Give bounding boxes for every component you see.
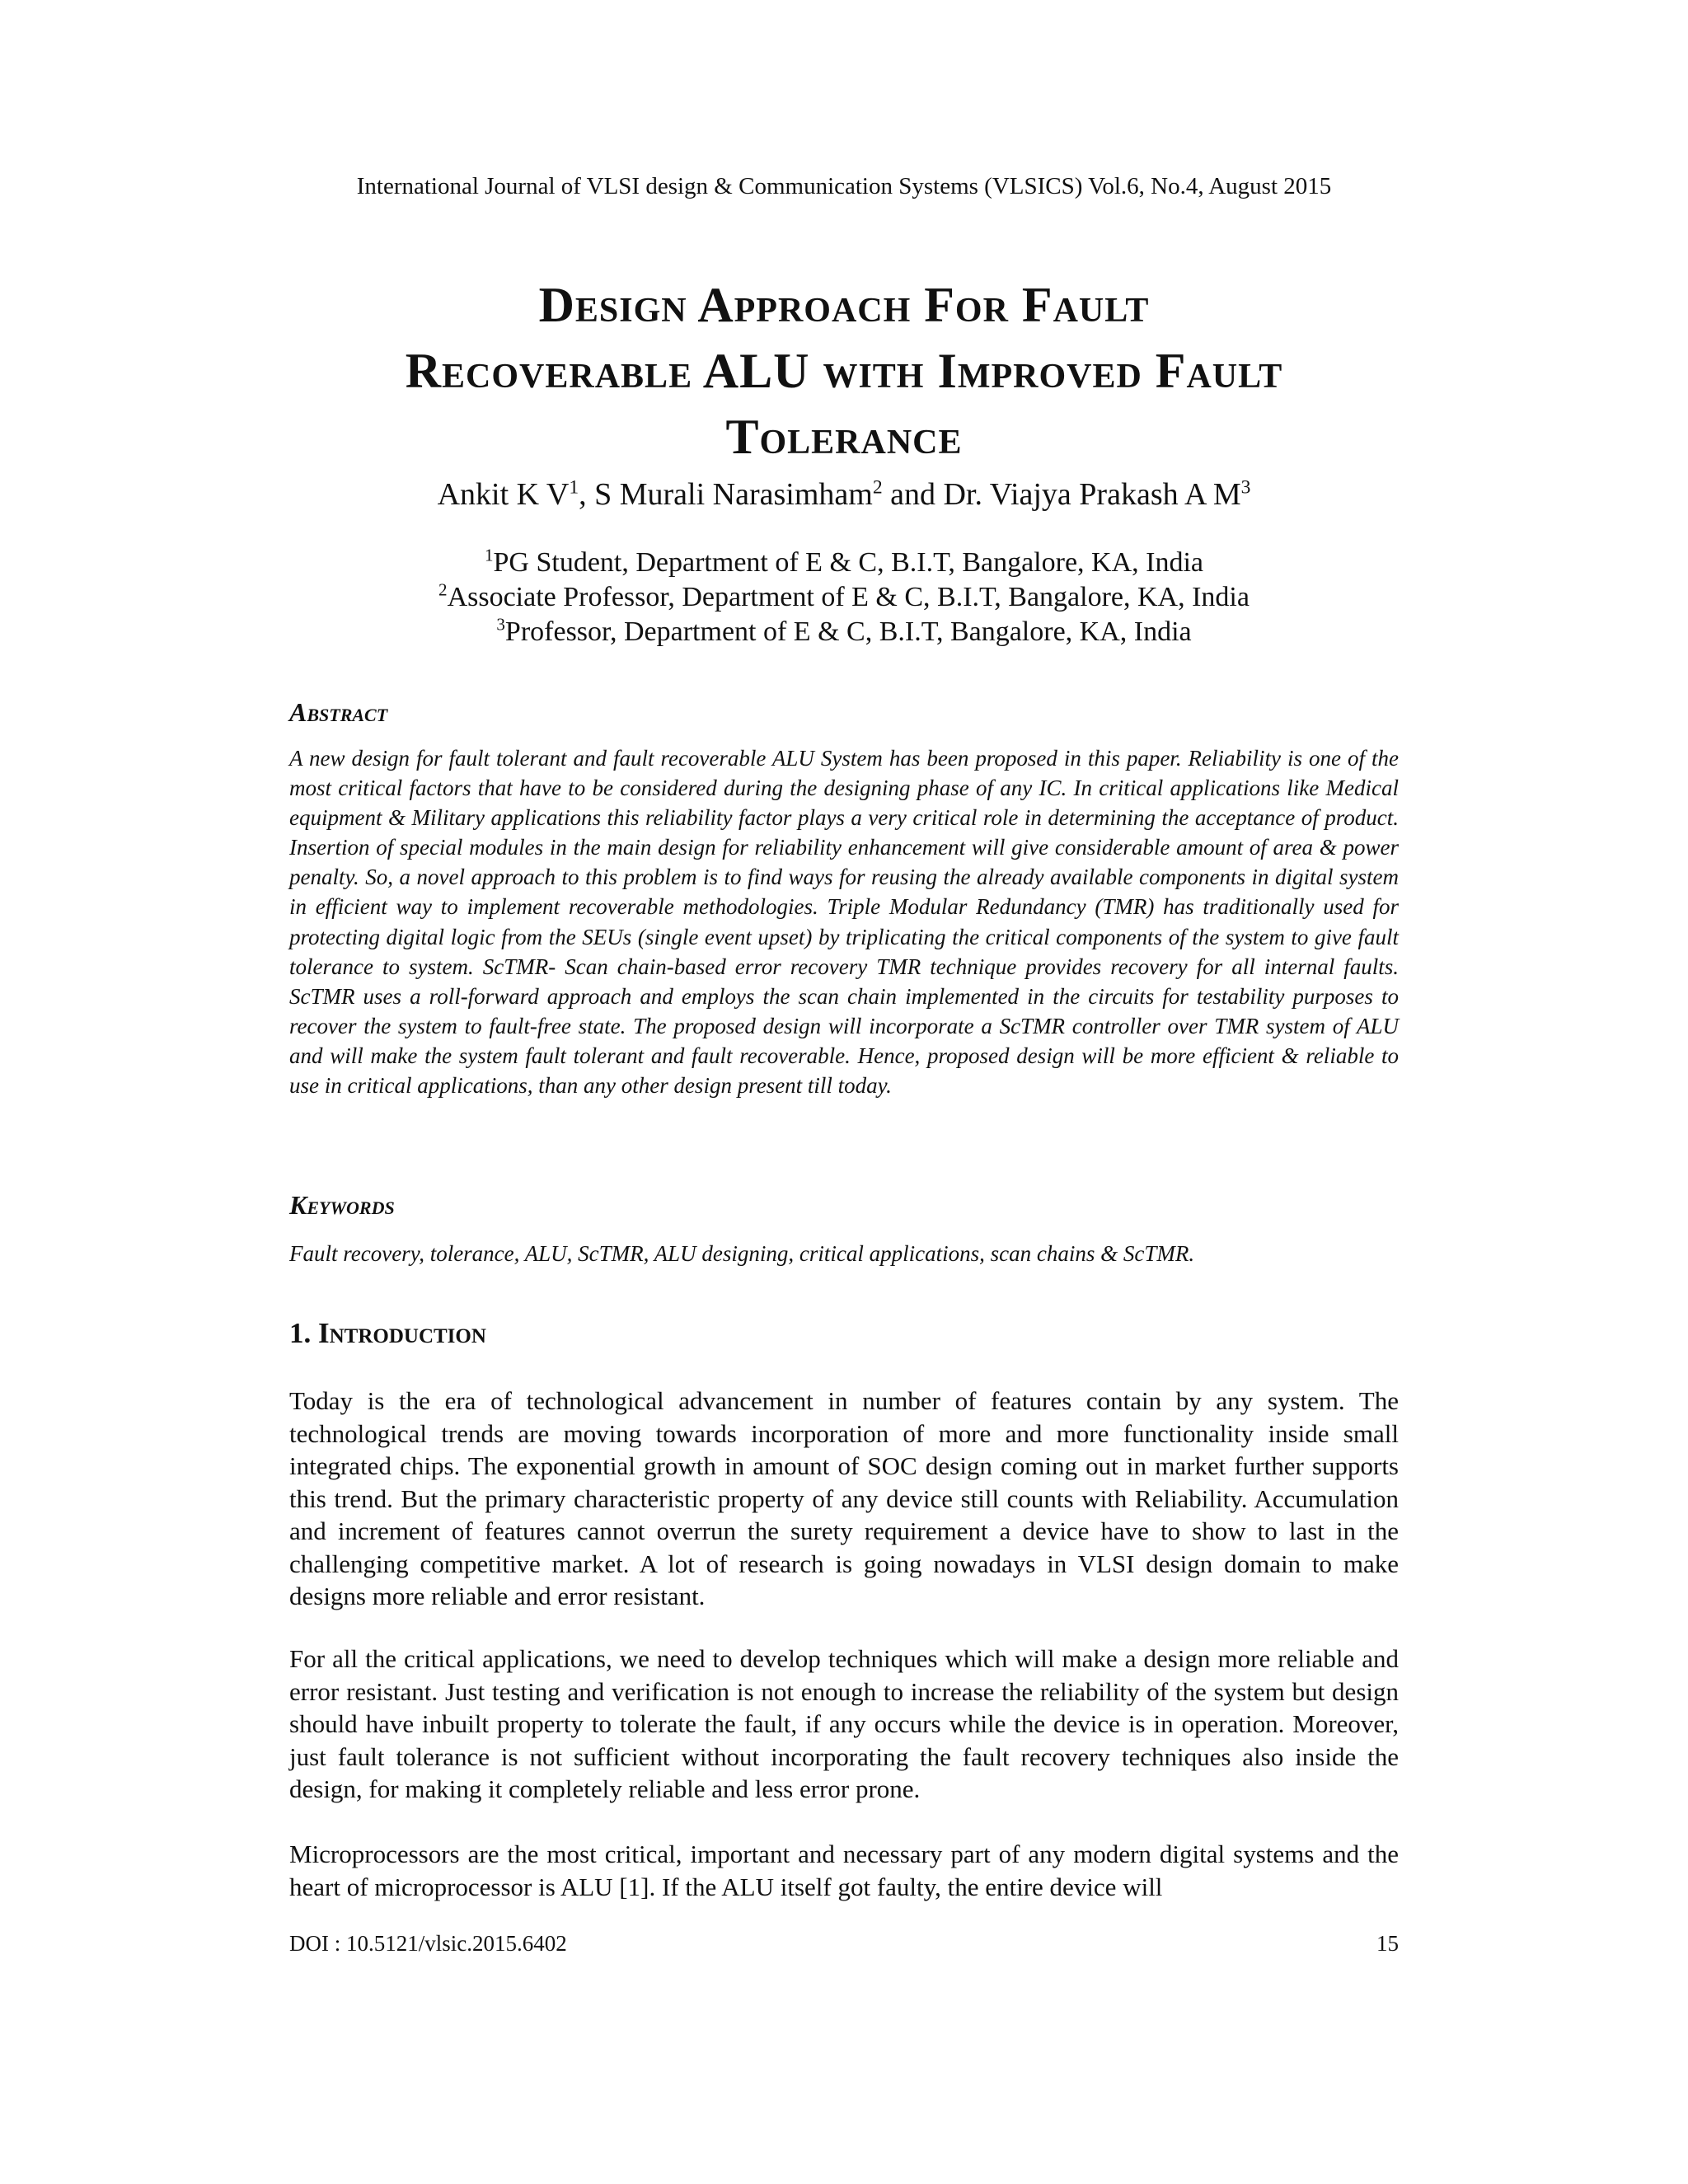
body-paragraph: Microprocessors are the most critical, important and necessary part of any modern digital systems and the heart of microprocessor is ALU [1]. If the ALU itself got faulty, the entire device will (289, 1840, 1399, 1901)
author-affil-mark: 3 (1240, 476, 1251, 499)
keywords-body: Fault recovery, tolerance, ALU, ScTMR, ALU designing, critical applications, scan chains & ScTMR. (289, 1241, 1195, 1266)
title-line: Design Approach For Fault (538, 278, 1150, 332)
abstract-heading: Abstract (289, 697, 388, 727)
page-number: 15 (1376, 1931, 1399, 1956)
body-paragraph: For all the critical applications, we need to develop techniques which will make a design more reliable and error resistant. Just testing and verification is not enough to increase the reliability of the system but design should have inbuilt property to tolerate the fault, if any occurs while the device is in operation. Moreover, just fault tolerance is not sufficient without incorporating the fault recovery techniques also inside the design, for making it completely reliable and less error prone. (289, 1644, 1399, 1803)
title-line: Tolerance (725, 410, 963, 464)
author-affil-mark: 1 (569, 476, 579, 499)
affiliation: $^3$Professor, Department of E & C, B.I.T, Bangalore, KA, India (496, 614, 1192, 647)
paper-title (206, 272, 1482, 470)
author-name: Ankit K V (437, 477, 570, 512)
page-footer (289, 1931, 1399, 1957)
running-head: International Journal of VLSI design & Communication Systems (VLSICS) Vol.6, No.4, August 2015 (356, 173, 1332, 199)
affiliation: $^1$PG Student, Department of E & C, B.I.T, Bangalore, KA, India (484, 545, 1204, 578)
author-affil-mark: 2 (872, 476, 883, 499)
introduction-heading: 1. Introduction (289, 1317, 486, 1349)
doi: DOI : 10.5121/vlsic.2015.6402 (289, 1931, 567, 1956)
affiliation: $^2$Associate Professor, Department of E & C, B.I.T, Bangalore, KA, India (438, 579, 1250, 612)
body-paragraph: Today is the era of technological advancement in number of features contain by any system. The technological trends are moving towards incorporation of more and more functionality inside small integrated chips. The exponential growth in amount of SOC design coming out in market further supports this trend. But the primary characteristic property of any device still counts with Reliability. Accumulation and increment of features cannot overrun the surety requirement a device have to show to last in the challenging competitive market. A lot of research is going nowadays in VLSI design domain to make designs more reliable and error resistant. (289, 1386, 1399, 1610)
affiliation-list (0, 546, 1688, 649)
keywords-heading: Keywords (289, 1190, 395, 1220)
author-name: and Dr. Viajya Prakash A M (882, 477, 1241, 512)
abstract-body: A new design for fault tolerant and fault recoverable ALU System has been proposed in this paper. Reliability is one of the most critical factors that have to be considered during the designing phase of any IC. In critical applications like Medical equipment & Military applications this reliability factor plays a very critical role in determining the acceptance of product. Insertion of special modules in the main design for reliability enhancement will give considerable amount of area & power penalty. So, a novel approach to this problem is to find ways for reusing the already available components in digital system in efficient way to implement recoverable methodologies. Triple Modular Redundancy (TMR) has traditionally used for protecting digital logic from the SEUs (single event upset) by triplicating the critical components of the system to give fault tolerance to system. ScTMR- Scan chain-based error recovery TMR technique provides recovery for all internal faults. ScTMR uses a roll-forward approach and employs the scan chain implemented in the circuits for testability purposes to recover the system to fault-free state. The proposed design will incorporate a ScTMR controller over TMR system of ALU and will make the system fault tolerant and fault recoverable. Hence, proposed design will be more efficient & reliable to use in critical applications, than any other design present till today. (289, 746, 1399, 1099)
author-name: , S Murali Narasimham (579, 477, 873, 512)
author-list (0, 476, 1688, 513)
title-line: Recoverable ALU with Improved Fault (405, 344, 1283, 398)
